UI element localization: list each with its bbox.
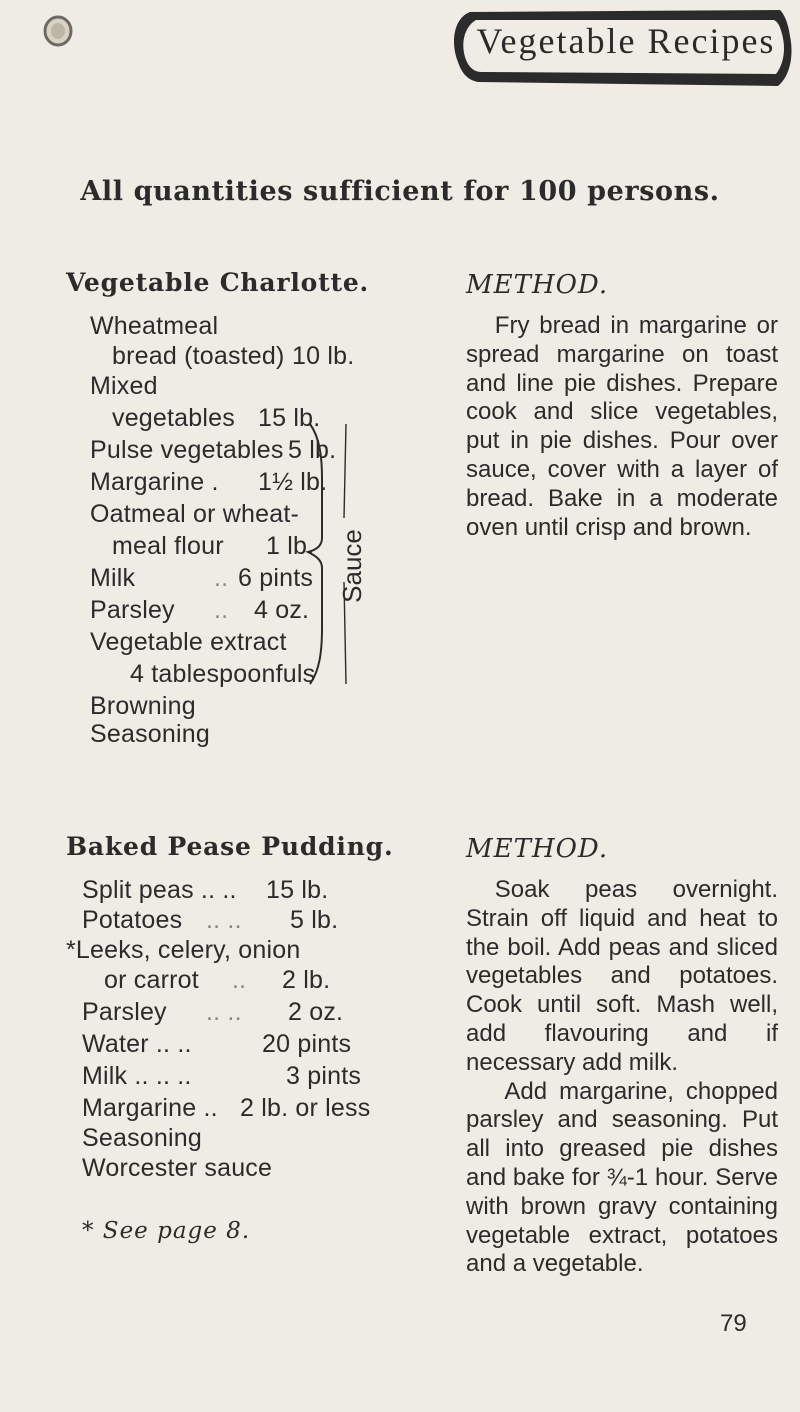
method-text (466, 312, 778, 542)
ingredient-name: Parsley (90, 596, 175, 624)
ingredient-name: Seasoning (90, 720, 210, 748)
recipe-title: Baked Pease Pudding. (66, 832, 394, 861)
page-number: 79 (720, 1310, 747, 1337)
ingredient-name: vegetables (112, 404, 235, 432)
ingredient-qty: 5 lb. (290, 906, 339, 934)
page-subtitle: All quantities sufficient for 100 persons. (80, 176, 720, 207)
ingredient-name: Margarine .. (82, 1094, 218, 1122)
ingredient-name: Parsley (82, 998, 167, 1026)
ingredient-name: Wheatmeal (90, 312, 219, 340)
method-heading: METHOD. (466, 834, 609, 864)
recipe-title: Vegetable Charlotte. (66, 268, 370, 297)
ingredient-name: Milk .. .. .. (82, 1062, 192, 1090)
method-paragraph: Soak peas overnight. Strain off liquid and heat to the boil. Add peas and sliced vegetables and potatoes. Cook until soft. Mash well, add flavouring and if necessary add milk. (466, 876, 778, 1076)
corner-ornament-icon (42, 14, 74, 48)
ingredient-qty: 15 lb. (266, 876, 329, 904)
ingredient-name: bread (toasted) (112, 342, 285, 370)
ingredient-qty: 1½ lb. (258, 468, 328, 496)
ingredient-qty: 4 oz. (254, 596, 310, 624)
ingredient-qty: 2 lb. or less (240, 1094, 371, 1122)
ingredient-name: *Leeks, celery, onion (66, 936, 301, 964)
ingredient-qty: 20 pints (262, 1030, 352, 1058)
ingredient-name: Milk (90, 564, 136, 592)
method-paragraph: Add margarine, chopped parsley and seasoning. Put all into greased pie dishes and bake for ¾-1 hour. Serve with brown gravy containing vegetable extract, potatoes and a vegetable. (466, 1077, 778, 1278)
ingredient-qty: 2 oz. (288, 998, 344, 1026)
ingredient-name: Split peas .. .. (82, 876, 237, 904)
method-heading: METHOD. (466, 270, 609, 300)
ingredient-qty: 3 pints (286, 1062, 362, 1090)
ingredient-name: Worcester sauce (82, 1154, 273, 1182)
method-paragraph: Fry bread in margarine or spread margarine on toast and line pie dishes. Prepare cook and slice vegetables, put in pie dishes. Pour over sauce, cover with a layer of bread. Bake in a moderate oven until crisp and brown. (466, 312, 778, 541)
method-text (466, 876, 778, 1279)
ingredient-qty: 5 lb. (288, 436, 337, 464)
ingredient-name: 4 tablespoonfuls (130, 660, 316, 688)
ingredient-qty: 1 lb. (266, 532, 315, 560)
ingredient-name: Mixed (90, 372, 158, 400)
ingredient-name: meal flour (112, 532, 224, 560)
ingredient-name: Vegetable extract (90, 628, 287, 656)
ingredient-qty: 2 lb. (282, 966, 331, 994)
ingredient-name: Pulse vegetables (90, 436, 284, 464)
ingredient-name: Oatmeal or wheat- (90, 500, 300, 528)
sauce-label: Sauce (337, 529, 367, 603)
ingredient-name: Seasoning (82, 1124, 202, 1152)
sauce-bracket (298, 418, 370, 688)
ingredient-name: or carrot (104, 966, 199, 994)
ingredient-name: Browning (90, 692, 196, 720)
ingredient-name: Potatoes (82, 906, 183, 934)
ingredient-qty: 6 pints (238, 564, 314, 592)
ingredient-name: Water .. .. (82, 1030, 192, 1058)
ingredient-qty: 15 lb. (258, 404, 321, 432)
ingredient-name: Margarine . (90, 468, 219, 496)
banner-title: Vegetable Recipes (476, 21, 776, 61)
footnote: * See page 8. (82, 1218, 251, 1244)
ingredient-qty: 10 lb. (292, 342, 355, 370)
